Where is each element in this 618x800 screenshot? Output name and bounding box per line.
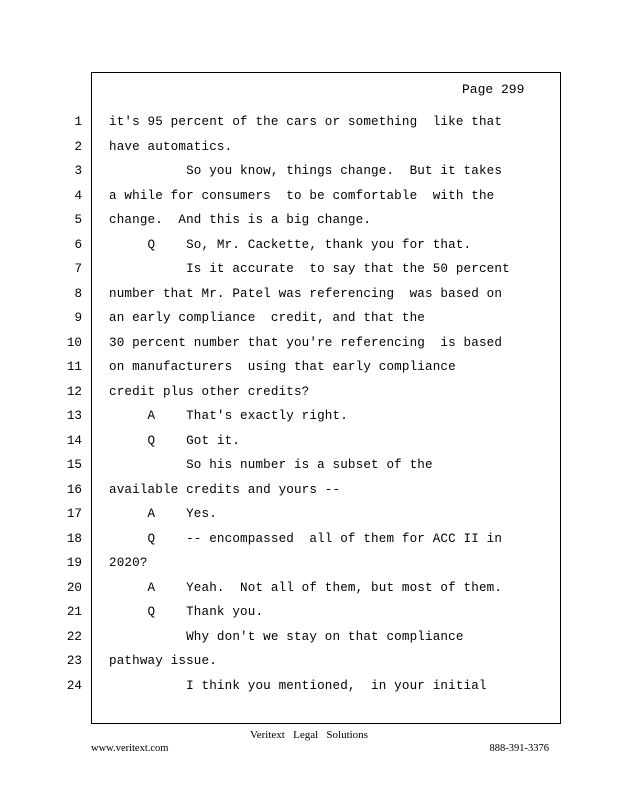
transcript-line [0,602,618,627]
footer-website: www.veritext.com [91,743,169,754]
transcript-line [0,382,618,407]
transcript-line [0,161,618,186]
line-number: 15 [66,458,82,472]
line-text: number that Mr. Patel was referencing was based on [109,286,503,301]
line-number: 11 [66,360,82,374]
line-number: 23 [66,654,82,668]
transcript-line [0,578,618,603]
line-number: 20 [66,580,82,595]
transcript-line [0,480,618,505]
line-number: 13 [66,409,82,423]
line-text: credit plus other credits? [109,384,310,399]
transcript-line [0,676,618,701]
transcript-line [0,235,618,260]
line-number: 8 [74,286,82,301]
line-text: A That's exactly right. [109,409,348,423]
line-number: 5 [74,213,82,227]
transcript-line [0,504,618,529]
line-text: Q So, Mr. Cackette, thank you for that. [109,237,472,252]
transcript-line [0,406,618,431]
transcript-line [0,431,618,456]
line-text: I think you mentioned, in your initial [109,678,487,693]
transcript-line [0,210,618,235]
line-text: a while for consumers to be comfortable with the [109,188,495,203]
line-text: So you know, things change. But it takes [109,164,503,178]
line-number: 10 [66,335,82,350]
line-text: have automatics. [109,139,233,154]
line-number: 24 [66,678,82,693]
transcript-lines [0,112,618,700]
line-text: Q -- encompassed all of them for ACC II in [109,531,503,546]
line-number: 14 [66,433,82,448]
transcript-line [0,529,618,554]
line-number: 19 [66,556,82,570]
line-text: Why don't we stay on that compliance [109,629,464,644]
line-number: 12 [66,384,82,399]
line-number: 4 [74,188,82,203]
line-number: 3 [74,164,82,178]
line-text: Q Thank you. [109,605,264,619]
line-text: 30 percent number that you're referencing is based [109,335,503,350]
line-text: on manufacturers using that early compliance [109,360,456,374]
transcript-line [0,308,618,333]
line-text: available credits and yours -- [109,482,341,497]
line-number: 21 [66,605,82,619]
line-text: So his number is a subset of the [109,458,433,472]
line-text: change. And this is a big change. [109,213,372,227]
transcript-line [0,357,618,382]
transcript-line [0,553,618,578]
line-text: it's 95 percent of the cars or something like that [109,115,503,129]
line-number: 1 [74,115,82,129]
line-number: 6 [74,237,82,252]
transcript-line [0,137,618,162]
line-number: 22 [66,629,82,644]
line-text: pathway issue. [109,654,217,668]
line-text: A Yeah. Not all of them, but most of them. [109,580,503,595]
line-text: an early compliance credit, and that the [109,311,426,325]
transcript-line [0,627,618,652]
footer-company: Veritext Legal Solutions [250,729,368,741]
line-number: 2 [74,139,82,154]
line-number: 18 [66,531,82,546]
line-text: Is it accurate to say that the 50 percent [109,262,510,276]
transcript-line [0,259,618,284]
line-text: Q Got it. [109,433,241,448]
footer-phone: 888-391-3376 [489,743,549,754]
transcript-line [0,651,618,676]
transcript-line [0,333,618,358]
page-number: Page 299 [462,82,525,97]
line-number: 17 [66,507,82,521]
line-number: 7 [74,262,82,276]
transcript-line [0,284,618,309]
line-number: 16 [66,482,82,497]
transcript-line [0,186,618,211]
transcript-line [0,112,618,137]
transcript-line [0,455,618,480]
line-text: A Yes. [109,507,217,521]
line-number: 9 [74,311,82,325]
line-text: 2020? [109,556,148,570]
